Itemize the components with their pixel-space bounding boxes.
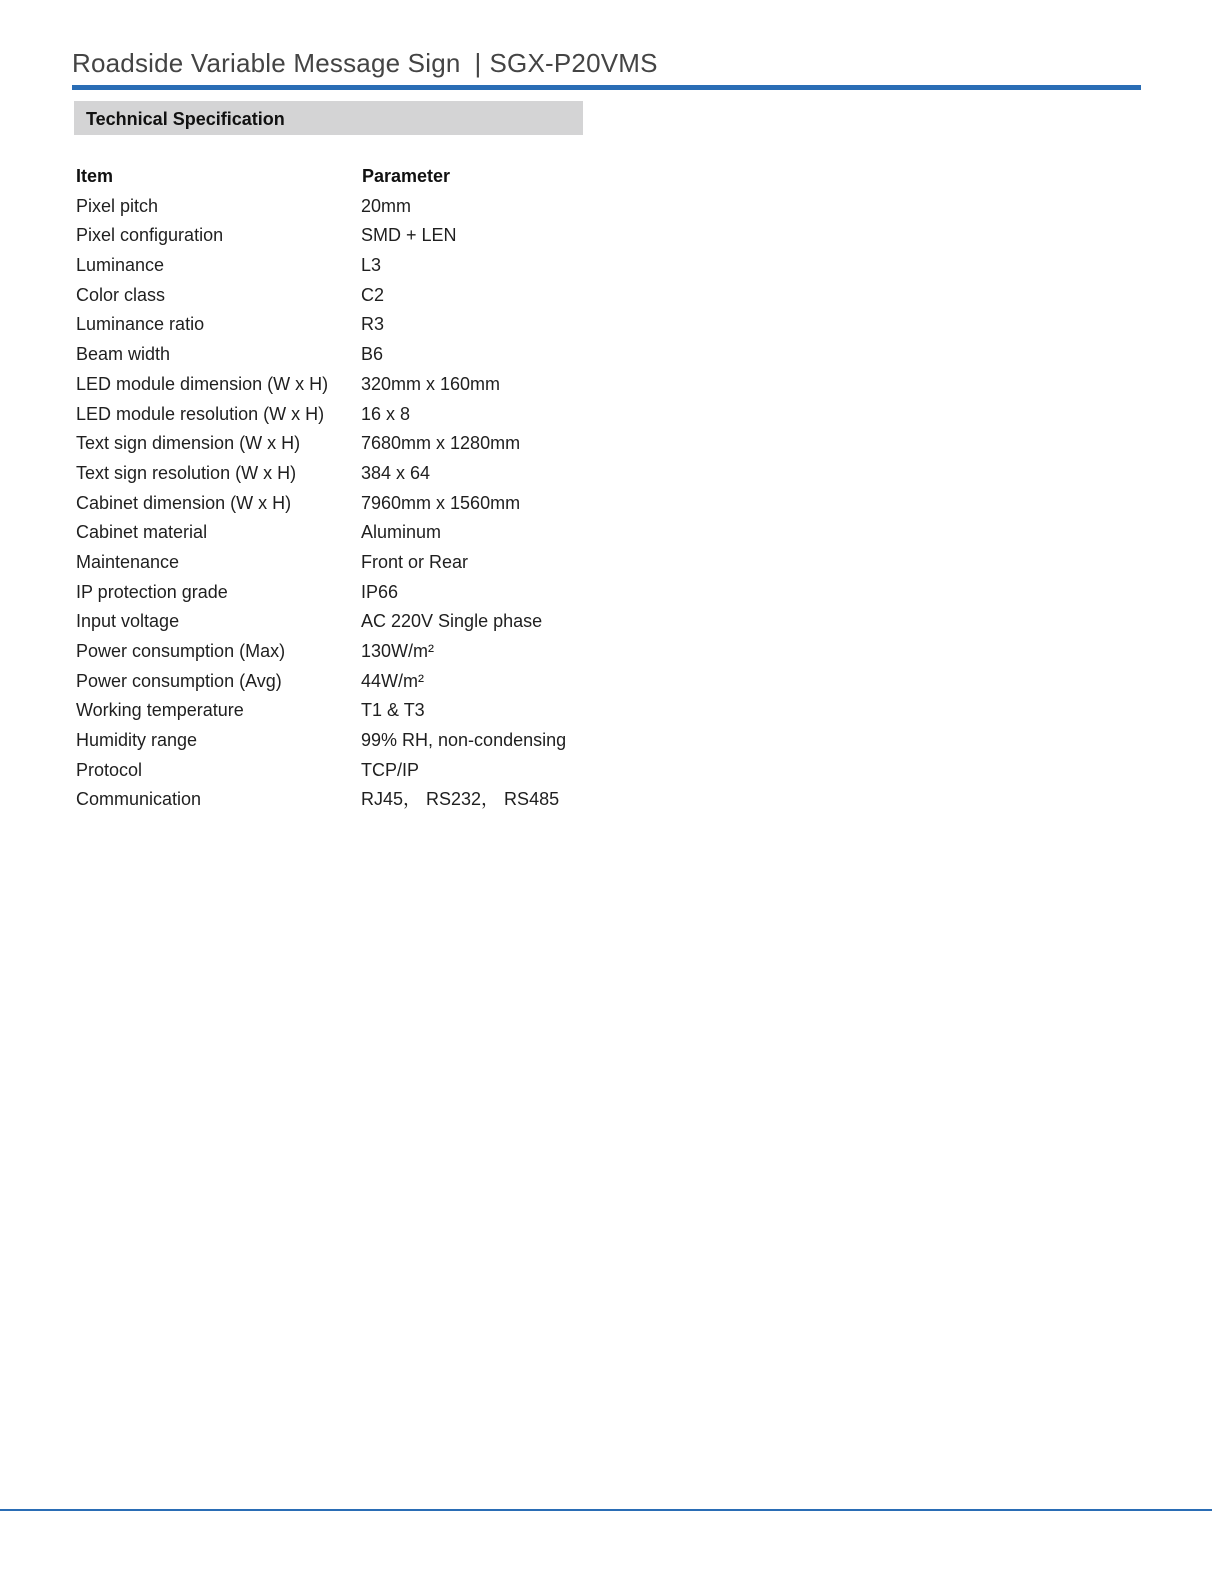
spec-parameter-value: Front or Rear bbox=[361, 551, 469, 572]
page-title bbox=[72, 44, 1141, 82]
spec-parameter-value: Aluminum bbox=[361, 522, 442, 543]
table-header-row bbox=[76, 162, 596, 192]
spec-parameter-value: IP66 bbox=[361, 581, 399, 602]
spec-parameter-value: R3 bbox=[361, 314, 385, 335]
spec-item-name: Luminance bbox=[76, 255, 165, 276]
spec-item-name: Pixel configuration bbox=[76, 225, 224, 246]
table-row bbox=[76, 696, 596, 726]
spec-parameter-value: T1 & T3 bbox=[361, 700, 425, 721]
spec-item-name: Pixel pitch bbox=[76, 195, 159, 216]
spec-parameter-value: TCP/IP bbox=[361, 759, 420, 780]
table-row bbox=[76, 192, 596, 222]
spec-table bbox=[76, 162, 596, 815]
spec-parameter-value: 130W/m² bbox=[361, 641, 435, 661]
spec-item-name: Cabinet dimension (W x H) bbox=[76, 492, 292, 513]
spec-parameter-value: 7960mm x 1560mm bbox=[361, 492, 521, 513]
section-title: Technical Specification bbox=[86, 109, 285, 129]
table-row bbox=[76, 489, 596, 519]
table-row bbox=[76, 429, 596, 459]
footer-rule bbox=[0, 1509, 1212, 1511]
table-row bbox=[76, 667, 596, 697]
spec-item-name: Working temperature bbox=[76, 700, 244, 721]
table-row bbox=[76, 607, 596, 637]
spec-parameter-value: 384 x 64 bbox=[361, 462, 431, 483]
table-row bbox=[76, 518, 596, 548]
spec-item-name: Power consumption (Avg) bbox=[76, 670, 282, 691]
spec-item-name: Cabinet material bbox=[76, 522, 208, 543]
table-row bbox=[76, 251, 596, 281]
table-row bbox=[76, 221, 596, 251]
model-number: SGX-P20VMS bbox=[489, 48, 658, 78]
spec-item-name: Power consumption (Max) bbox=[76, 641, 286, 661]
spec-item-name: LED module dimension (W x H) bbox=[76, 373, 329, 394]
table-row bbox=[76, 637, 596, 667]
spec-parameter-value: SMD + LEN bbox=[361, 225, 457, 246]
spec-parameter-value: C2 bbox=[361, 284, 385, 305]
spec-item-name: Beam width bbox=[76, 344, 171, 365]
table-row bbox=[76, 548, 596, 578]
spec-item-name: Protocol bbox=[76, 759, 143, 780]
spec-parameter-value: AC 220V Single phase bbox=[361, 611, 543, 632]
table-row bbox=[76, 785, 596, 815]
table-row bbox=[76, 370, 596, 400]
table-row bbox=[76, 756, 596, 786]
spec-parameter-value: RJ45， RS232， RS485 bbox=[361, 789, 560, 810]
spec-item-name: Color class bbox=[76, 284, 166, 305]
table-row bbox=[76, 459, 596, 489]
spec-item-name: Communication bbox=[76, 789, 202, 810]
spec-item-name: Luminance ratio bbox=[76, 314, 205, 335]
title-separator: | bbox=[474, 48, 482, 78]
table-row bbox=[76, 281, 596, 311]
spec-parameter-value: 44W/m² bbox=[361, 670, 424, 691]
spec-parameter-value: B6 bbox=[361, 344, 384, 365]
spec-parameter-value: L3 bbox=[361, 255, 382, 276]
spec-parameter-value: 16 x 8 bbox=[361, 403, 411, 424]
page-header bbox=[72, 44, 1141, 82]
spec-parameter-value: 7680mm x 1280mm bbox=[361, 433, 521, 454]
spec-item-name: Maintenance bbox=[76, 551, 180, 572]
spec-parameter-value: 99% RH, non-condensing bbox=[361, 730, 567, 751]
header-rule bbox=[72, 85, 1141, 90]
spec-parameter-value: 20mm bbox=[361, 195, 412, 216]
spec-item-name: LED module resolution (W x H) bbox=[76, 403, 325, 424]
product-name: Roadside Variable Message Sign bbox=[72, 48, 461, 78]
column-header-parameter: Parameter bbox=[362, 166, 451, 186]
table-row bbox=[76, 310, 596, 340]
spec-item-name: Input voltage bbox=[76, 611, 180, 632]
table-row bbox=[76, 400, 596, 430]
spec-item-name: IP protection grade bbox=[76, 581, 228, 602]
spec-item-name: Humidity range bbox=[76, 730, 198, 751]
spec-item-name: Text sign resolution (W x H) bbox=[76, 462, 297, 483]
table-row bbox=[76, 340, 596, 370]
spec-item-name: Text sign dimension (W x H) bbox=[76, 433, 301, 454]
table-row bbox=[76, 726, 596, 756]
spec-parameter-value: 320mm x 160mm bbox=[361, 373, 501, 394]
section-header-bar bbox=[74, 101, 583, 135]
column-header-item: Item bbox=[76, 166, 114, 186]
table-row bbox=[76, 578, 596, 608]
